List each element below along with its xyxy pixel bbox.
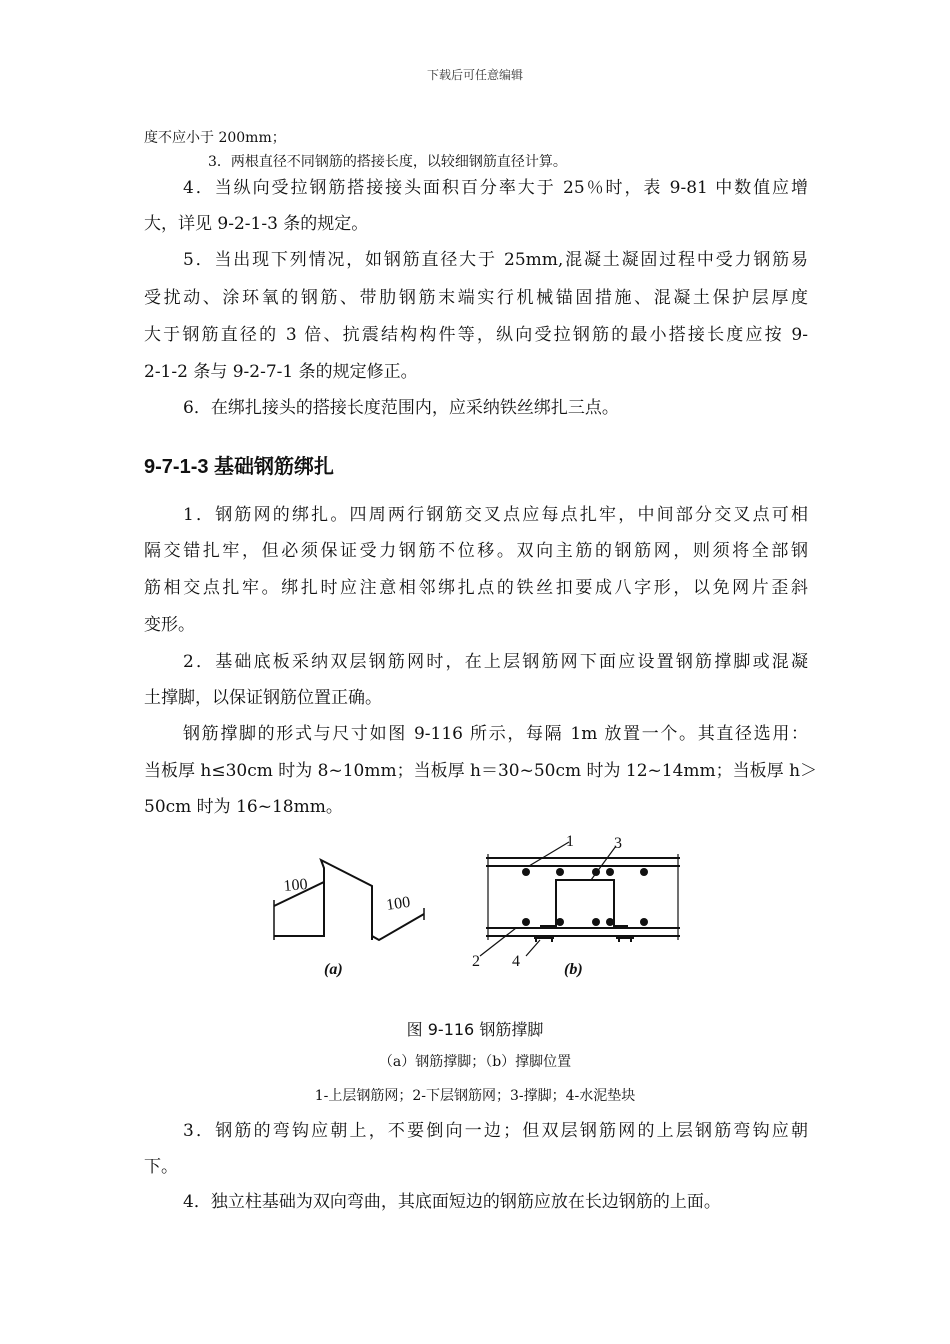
dim-left: 100 xyxy=(282,875,309,895)
figure-caption-1: （a）钢筋撑脚；（b）撑脚位置 xyxy=(378,1054,572,1070)
paragraph-continuation: 度不应小于 200mm； xyxy=(144,130,286,146)
callout-1: 1 xyxy=(566,833,574,850)
paragraph-4-line2: 大，详见 9-2-1-3 条的规定。 xyxy=(144,214,369,234)
paragraph-6: 6．在绑扎接头的搭接长度范围内，应采纳铁丝绑扎三点。 xyxy=(183,398,619,418)
support-para-line3: 50cm 时为 16~18mm。 xyxy=(144,797,343,817)
callout-3: 3 xyxy=(614,835,622,852)
item-1-line2: 隔交错扎牢，但必须保证受力钢筋不位移。双向主筋的钢筋网，则须将全部钢 xyxy=(144,541,808,561)
figure-title: 图 9-116 钢筋撑脚 xyxy=(406,1020,544,1039)
paragraph-4-line1: 4．当纵向受拉钢筋搭接接头面积百分率大于 25％时，表 9-81 中数值应增 xyxy=(183,178,808,198)
item-1-line4: 变形。 xyxy=(144,615,195,635)
item-3-line2: 下。 xyxy=(144,1157,178,1177)
section-heading: 9-7-1-3 基础钢筋绑扎 xyxy=(144,456,335,478)
dim-right: 100 xyxy=(385,893,412,914)
item-4: 4．独立柱基础为双向弯曲，其底面短边的钢筋应放在长边钢筋的上面。 xyxy=(183,1192,721,1212)
item-2-line1: 2．基础底板采纳双层钢筋网时，在上层钢筋网下面应设置钢筋撑脚或混凝 xyxy=(183,652,808,672)
item-2-line2: 土撑脚，以保证钢筋位置正确。 xyxy=(144,688,382,708)
figure-caption-2: 1-上层钢筋网；2-下层钢筋网；3-撑脚；4-水泥垫块 xyxy=(314,1088,636,1104)
rebar-dots xyxy=(522,868,648,926)
figure-9-116 xyxy=(264,828,694,988)
support-para-line2: 当板厚 h≤30cm 时为 8~10mm；当板厚 h＝30~50cm 时为 12~14mm；当板厚 h＞ xyxy=(144,761,818,781)
label-b: (b) xyxy=(564,961,583,978)
item-1-line1: 1．钢筋网的绑扎。四周两行钢筋交叉点应每点扎牢，中间部分交叉点可相 xyxy=(183,505,808,525)
support-position-drawing xyxy=(480,842,680,956)
callout-4: 4 xyxy=(512,953,520,970)
paragraph-5-line2: 受扰动、涂环氧的钢筋、带肋钢筋末端实行机械锚固措施、混凝土保护层厚度 xyxy=(144,288,808,308)
callout-2: 2 xyxy=(472,953,480,970)
paragraph-5-line3: 大于钢筋直径的 3 倍、抗震结构构件等，纵向受拉钢筋的最小搭接长度应按 9- xyxy=(144,325,808,345)
label-a: (a) xyxy=(324,961,343,978)
support-para-line1: 钢筋撑脚的形式与尺寸如图 9-116 所示，每隔 1m 放置一个。其直径选用： xyxy=(183,724,808,744)
item-3-line1: 3．钢筋的弯钩应朝上，不要倒向一边；但双层钢筋网的上层钢筋弯钩应朝 xyxy=(183,1121,808,1141)
note-3: 3．两根直径不同钢筋的搭接长度，以较细钢筋直径计算。 xyxy=(208,154,567,170)
item-1-line3: 筋相交点扎牢。绑扎时应注意相邻绑扎点的铁丝扣要成八字形，以免网片歪斜 xyxy=(144,578,808,598)
page-header: 下载后可任意编辑 xyxy=(426,68,523,82)
paragraph-5-line4: 2-1-2 条与 9-2-7-1 条的规定修正。 xyxy=(144,362,418,382)
paragraph-5-line1: 5．当出现下列情况，如钢筋直径大于 25mm,混凝土凝固过程中受力钢筋易 xyxy=(183,250,808,270)
